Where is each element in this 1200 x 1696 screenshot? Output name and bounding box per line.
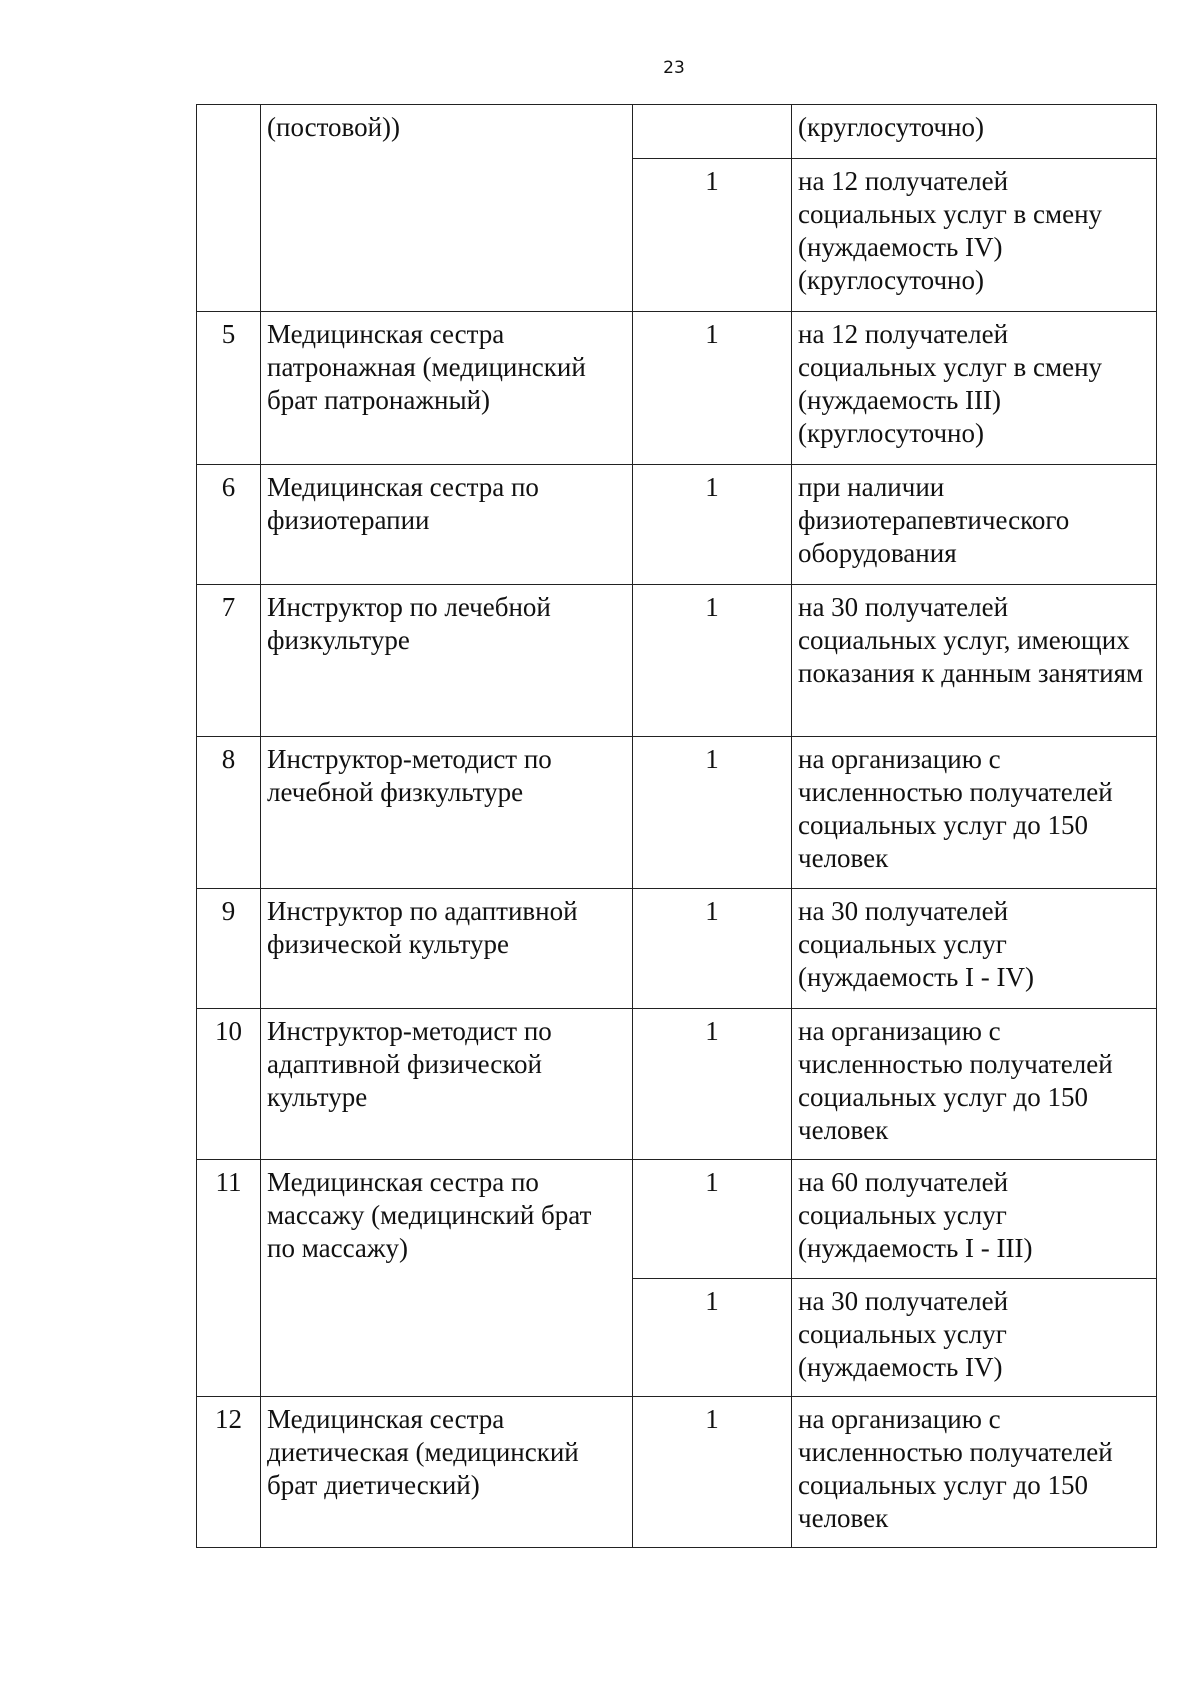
position-name: Медицинская сестра по физиотерапии (261, 465, 633, 585)
table-row (197, 1160, 1157, 1279)
staffing-norm: на организацию с численностью получателей социальных услуг до 150 человек (792, 1009, 1157, 1160)
position-name: Инструктор-методист по лечебной физкультуре (261, 737, 633, 889)
position-name: Инструктор по адаптивной физической культуре (261, 889, 633, 1009)
position-name: Инструктор-методист по адаптивной физической культуре (261, 1009, 633, 1160)
table-row (197, 1009, 1157, 1160)
staff-quantity: 1 (633, 465, 792, 585)
staff-quantity: 1 (633, 1009, 792, 1160)
staffing-norm: при наличии физиотерапевтического оборудования (792, 465, 1157, 585)
staffing-norm: на 30 получателей социальных услуг, имеющих показания к данным занятиям (792, 585, 1157, 737)
row-number: 8 (197, 737, 261, 889)
staffing-norm: на 30 получателей социальных услуг (нуждаемость IV) (792, 1279, 1157, 1397)
position-name: Медицинская сестра патронажная (медицинский брат патронажный) (261, 312, 633, 465)
staffing-norm: (круглосуточно) (792, 105, 1157, 159)
page-number: 23 (663, 58, 685, 78)
position-name: (постовой)) (261, 105, 633, 312)
row-number: 5 (197, 312, 261, 465)
row-number: 6 (197, 465, 261, 585)
staff-quantity: 1 (633, 1279, 792, 1397)
staff-quantity: 1 (633, 1397, 792, 1548)
table-row (197, 737, 1157, 889)
staff-quantity: 1 (633, 585, 792, 737)
staffing-norm: на 30 получателей социальных услуг (нуждаемость I - IV) (792, 889, 1157, 1009)
row-number (197, 105, 261, 312)
staffing-norm: на 12 получателей социальных услуг в смену (нуждаемость IV) (круглосуточно) (792, 159, 1157, 312)
table-row (197, 1397, 1157, 1548)
staff-quantity: 1 (633, 312, 792, 465)
staffing-table-body (197, 105, 1157, 1548)
row-number: 7 (197, 585, 261, 737)
position-name: Медицинская сестра по массажу (медицинский брат по массажу) (261, 1160, 633, 1397)
row-number: 9 (197, 889, 261, 1009)
staff-quantity: 1 (633, 1160, 792, 1279)
table-row (197, 105, 1157, 159)
row-number: 11 (197, 1160, 261, 1397)
staff-quantity: 1 (633, 159, 792, 312)
position-name: Медицинская сестра диетическая (медицинский брат диетический) (261, 1397, 633, 1548)
table-row (197, 312, 1157, 465)
staffing-norm: на организацию с численностью получателей социальных услуг до 150 человек (792, 1397, 1157, 1548)
table-row (197, 889, 1157, 1009)
position-name: Инструктор по лечебной физкультуре (261, 585, 633, 737)
staffing-norm: на организацию с численностью получателей социальных услуг до 150 человек (792, 737, 1157, 889)
row-number: 12 (197, 1397, 261, 1548)
row-number: 10 (197, 1009, 261, 1160)
staffing-norm: на 60 получателей социальных услуг (нуждаемость I - III) (792, 1160, 1157, 1279)
table-row (197, 585, 1157, 737)
staffing-table (196, 104, 1157, 1548)
staff-quantity: 1 (633, 889, 792, 1009)
table-row (197, 465, 1157, 585)
staff-quantity (633, 105, 792, 159)
staff-quantity: 1 (633, 737, 792, 889)
staffing-norm: на 12 получателей социальных услуг в смену (нуждаемость III) (круглосуточно) (792, 312, 1157, 465)
